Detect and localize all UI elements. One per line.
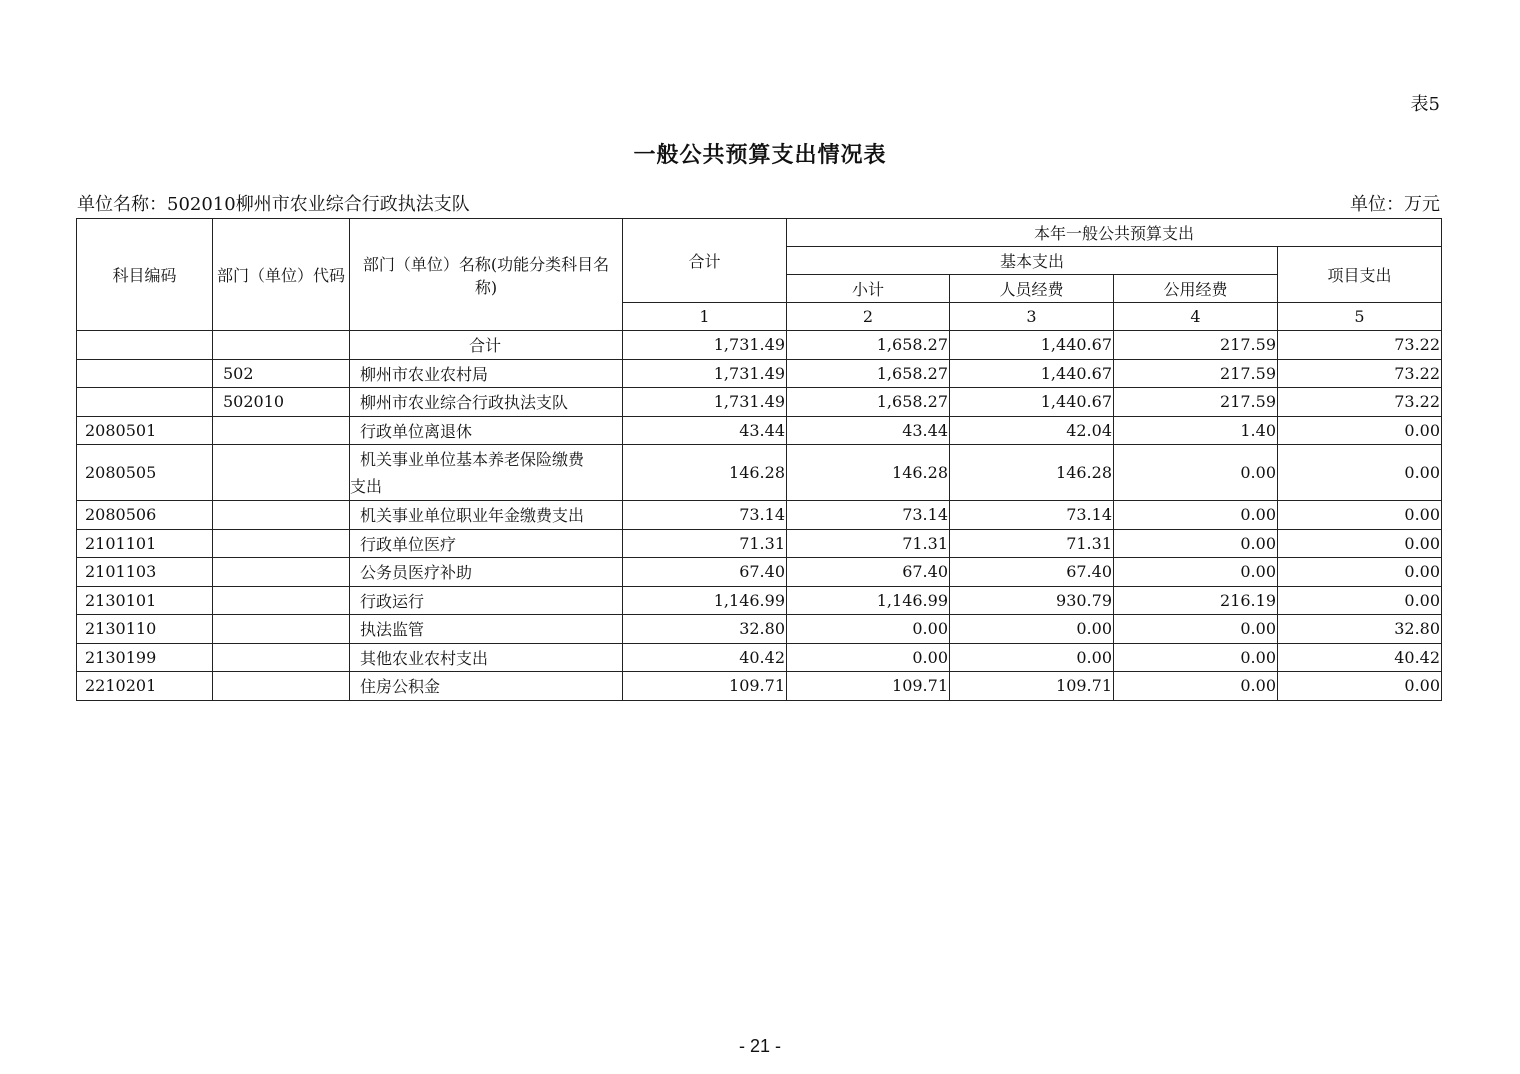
cell-dept [213,643,350,672]
cell-name-line2: 支出 [350,476,383,496]
cell-project: 73.22 [1278,388,1442,417]
header-index-3: 3 [950,303,1114,331]
cell-public: 217.59 [1114,388,1278,417]
cell-name: 行政运行 [350,586,623,615]
cell-subtotal: 109.71 [787,672,950,701]
cell-public: 217.59 [1114,359,1278,388]
cell-code: 2101101 [77,529,213,558]
header-public: 公用经费 [1114,275,1278,303]
cell-subtotal: 1,658.27 [787,359,950,388]
page-number: - 21 - [738,1036,781,1056]
header-index-1: 1 [623,303,787,331]
cell-personnel: 73.14 [950,501,1114,530]
budget-table [76,218,1442,701]
cell-name: 柳州市农业综合行政执法支队 [350,388,623,417]
table-row [77,388,1442,417]
table-row [77,445,1442,501]
header-index-5: 5 [1278,303,1442,331]
cell-personnel: 109.71 [950,672,1114,701]
cell-project: 0.00 [1278,558,1442,587]
cell-name-line1: 机关事业单位基本养老保险缴费 [360,449,585,469]
cell-code: 2080505 [77,445,213,501]
cell-name: 机关事业单位职业年金缴费支出 [350,501,623,530]
cell-personnel: 42.04 [950,416,1114,445]
cell-public: 0.00 [1114,558,1278,587]
cell-total: 71.31 [623,529,787,558]
table-row [77,416,1442,445]
cell-project: 0.00 [1278,672,1442,701]
cell-public: 217.59 [1114,331,1278,360]
cell-project: 0.00 [1278,416,1442,445]
cell-subtotal: 1,658.27 [787,388,950,417]
cell-name: 执法监管 [350,615,623,644]
cell-dept [213,529,350,558]
cell-name: 住房公积金 [350,672,623,701]
cell-subtotal: 146.28 [787,445,950,501]
cell-dept: 502010 [213,388,350,417]
cell-code: 2210201 [77,672,213,701]
cell-personnel: 146.28 [950,445,1114,501]
header-index-2: 2 [787,303,950,331]
table-number: 表5 [1410,94,1440,115]
cell-name: 柳州市农业农村局 [350,359,623,388]
cell-name: 公务员医疗补助 [350,558,623,587]
header-personnel: 人员经费 [950,275,1114,303]
cell-personnel: 1,440.67 [950,388,1114,417]
page-title: 一般公共预算支出情况表 [633,142,887,168]
cell-public: 0.00 [1114,445,1278,501]
cell-subtotal: 43.44 [787,416,950,445]
cell-total: 73.14 [623,501,787,530]
cell-subtotal: 73.14 [787,501,950,530]
table-row [77,558,1442,587]
cell-dept [213,445,350,501]
cell-project: 40.42 [1278,643,1442,672]
header-total: 合计 [623,219,787,303]
header-group: 本年一般公共预算支出 [787,219,1442,247]
cell-total: 67.40 [623,558,787,587]
cell-total: 1,731.49 [623,388,787,417]
cell-subtotal: 1,146.99 [787,586,950,615]
table-row [77,615,1442,644]
cell-personnel: 930.79 [950,586,1114,615]
cell-name: 合计 [350,331,623,360]
table-row [77,359,1442,388]
header-subtotal: 小计 [787,275,950,303]
table-row [77,586,1442,615]
cell-name: 其他农业农村支出 [350,643,623,672]
cell-personnel: 0.00 [950,615,1114,644]
cell-dept [213,501,350,530]
cell-name: 行政单位离退休 [350,416,623,445]
cell-personnel: 1,440.67 [950,359,1114,388]
cell-subtotal: 1,658.27 [787,331,950,360]
cell-project: 0.00 [1278,586,1442,615]
cell-total: 146.28 [623,445,787,501]
header-basic: 基本支出 [787,247,1278,275]
cell-total: 40.42 [623,643,787,672]
cell-project: 73.22 [1278,359,1442,388]
cell-dept [213,586,350,615]
cell-dept [213,416,350,445]
cell-dept [213,672,350,701]
cell-dept: 502 [213,359,350,388]
cell-name [350,445,623,501]
cell-dept [213,331,350,360]
cell-public: 0.00 [1114,501,1278,530]
cell-code [77,331,213,360]
header-code: 科目编码 [77,219,213,331]
cell-dept [213,558,350,587]
cell-public: 1.40 [1114,416,1278,445]
header-index-4: 4 [1114,303,1278,331]
cell-subtotal: 67.40 [787,558,950,587]
cell-total: 1,731.49 [623,359,787,388]
cell-total: 109.71 [623,672,787,701]
cell-project: 0.00 [1278,501,1442,530]
cell-name: 行政单位医疗 [350,529,623,558]
cell-personnel: 71.31 [950,529,1114,558]
cell-code: 2080506 [77,501,213,530]
cell-personnel: 1,440.67 [950,331,1114,360]
cell-code [77,359,213,388]
cell-project: 0.00 [1278,529,1442,558]
cell-public: 216.19 [1114,586,1278,615]
cell-subtotal: 0.00 [787,643,950,672]
cell-code: 2080501 [77,416,213,445]
header-project: 项目支出 [1278,247,1442,303]
cell-public: 0.00 [1114,615,1278,644]
cell-code [77,388,213,417]
cell-subtotal: 0.00 [787,615,950,644]
cell-code: 2101103 [77,558,213,587]
cell-code: 2130110 [77,615,213,644]
header-dept-name: 部门（单位）名称(功能分类科目名称) [350,219,623,331]
cell-code: 2130101 [77,586,213,615]
table-row [77,672,1442,701]
cell-personnel: 0.00 [950,643,1114,672]
cell-total: 32.80 [623,615,787,644]
table-row [77,643,1442,672]
cell-project: 0.00 [1278,445,1442,501]
cell-public: 0.00 [1114,672,1278,701]
cell-personnel: 67.40 [950,558,1114,587]
table-row [77,529,1442,558]
cell-total: 1,731.49 [623,331,787,360]
cell-total: 43.44 [623,416,787,445]
unit-name: 单位名称：502010柳州市农业综合行政执法支队 [77,194,470,215]
unit-label: 单位：万元 [1350,194,1440,215]
table-row [77,331,1442,360]
table-row [77,501,1442,530]
cell-total: 1,146.99 [623,586,787,615]
cell-code: 2130199 [77,643,213,672]
cell-dept [213,615,350,644]
cell-public: 0.00 [1114,529,1278,558]
cell-public: 0.00 [1114,643,1278,672]
cell-project: 73.22 [1278,331,1442,360]
cell-subtotal: 71.31 [787,529,950,558]
cell-project: 32.80 [1278,615,1442,644]
header-dept-code: 部门（单位）代码 [213,219,350,331]
